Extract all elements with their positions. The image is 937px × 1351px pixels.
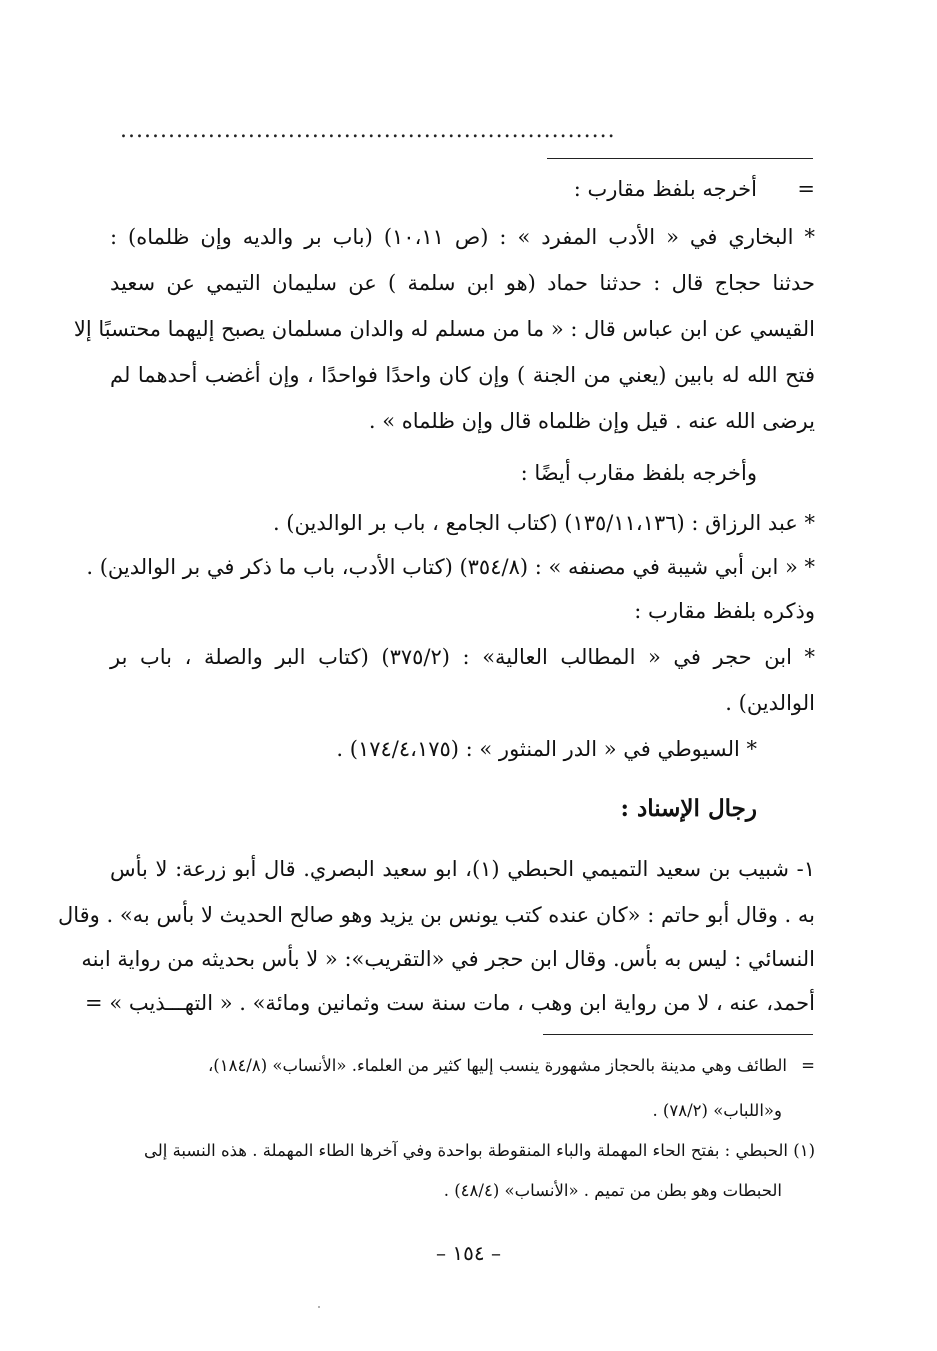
footnote-continuation-marker: = [801,1056,815,1075]
body-line: * ابن حجر في « المطالب العالية» : (٣٧٥/٢) (كتاب البر والصلة ، باب بر [110,645,815,669]
body-line: حدثنا حجاج قال : حدثنا حماد (هو ابن سلمة ) عن سليمان التيمي عن سعيد [110,271,815,295]
body-line: فتح الله له بابين (يعني من الجنة ) وإن كان واحدًا فواحدًا ، وإن أغضب أحدهما لم [110,363,815,387]
footnote-line: و«اللباب» (٧٨/٢) . [652,1101,782,1120]
body-line: الوالدين) . [725,691,815,715]
body-line: وأخرجه بلفظ مقارب أيضًا : [520,461,757,485]
body-line: * السيوطي في « الدر المنثور » : (١٧٤/٤،١٧٥) . [336,737,757,761]
body-line: أحمد، عنه ، لا من رواية ابن وهب ، مات سنة ست وثمانين ومائة» . « التهـــذيب » = [85,991,815,1015]
body-line: ١- شبيب بن سعيد التميمي الحبطي (١)، ابو سعيد البصري. قال أبو زرعة: لا بأس [110,857,815,881]
body-line: القيسي عن ابن عباس قال : « ما من مسلم له والدان مسلمان يصبح إليهما محتسبًا إلا [73,317,815,341]
footnote-line: الطائف وهي مدينة بالحجاز مشهورة ينسب إليها كثير من العلماء. «الأنساب» (١٨٤/٨)، [207,1056,787,1075]
dotted-separator: .............................................................. [120,118,616,143]
body-line: أخرجه بلفظ مقارب : [573,177,757,201]
section-heading: رجال الإسناد : [620,795,757,822]
body-line: وذكره بلفظ مقارب : [634,599,815,623]
continuation-marker: = [797,177,815,201]
body-line: به . وقال أبو حاتم : «كان عنده كتب يونس بن يزيد وهو صالح الحديث لا بأس به» . وقال [57,903,815,927]
body-line: * البخاري في « الأدب المفرد » : (ص ١٠،١١) (باب بر والديه وإن ظلماه) : [110,225,815,249]
body-line: * عبد الرزاق : (١٣٥/١١،١٣٦) (كتاب الجامع ، باب بر الوالدين) . [272,511,815,535]
top-rule [547,158,813,159]
body-line: * « ابن أبي شيبة في مصنفه » : (٣٥٤/٨) (كتاب الأدب، باب ما ذكر في بر الوالدين) . [86,555,815,579]
footnote-rule [543,1034,813,1035]
scan-speck [318,1306,320,1308]
page-number: – ١٥٤ – [436,1241,501,1265]
body-line: يرضى الله عنه . قيل وإن ظلماه قال وإن ظلماه » . [368,409,815,433]
footnote-line: (١) الحبطي : بفتح الحاء المهملة والباء المنقوطة بواحدة وفي آخرها الطاء المهملة . هذه النسبة إلى [143,1141,815,1160]
footnote-line: الحبطات وهو بطن من تميم . «الأنساب» (٤٨/٤) . [443,1181,782,1200]
body-line: النسائي : ليس به بأس. وقال ابن حجر في «التقريب»: « لا بأس بحديثه من رواية ابنه [81,947,815,971]
